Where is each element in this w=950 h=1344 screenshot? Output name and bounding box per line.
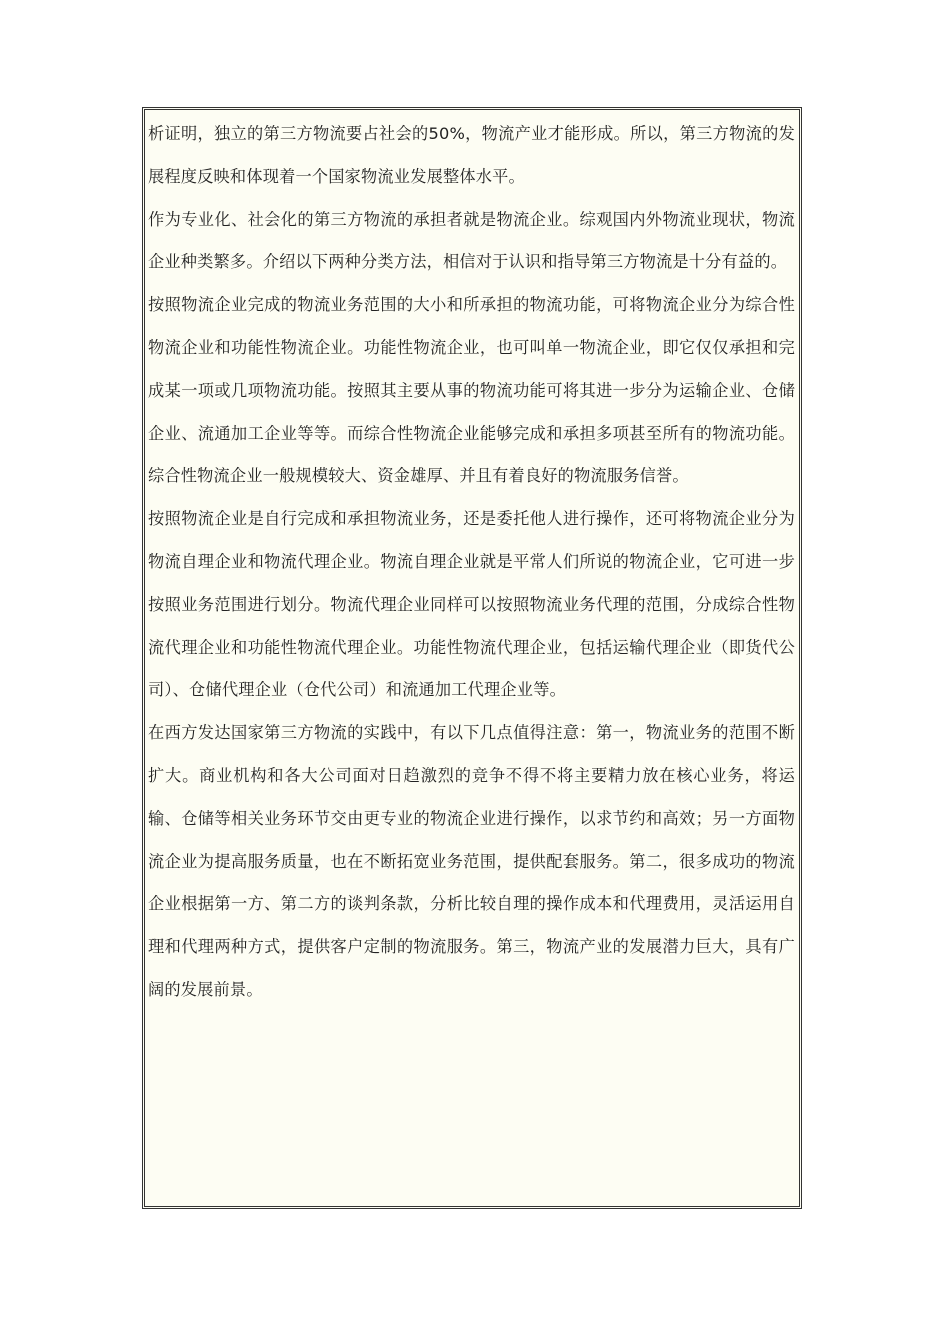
document-text-box <box>142 107 802 1209</box>
paragraph-2: 作为专业化、社会化的第三方物流的承担者就是物流企业。综观国内外物流业现状，物流企业种类繁多。介绍以下两种分类方法，相信对于认识和指导第三方物流是十分有益的。 <box>148 209 795 272</box>
paragraph-4: 按照物流企业是自行完成和承担物流业务，还是委托他人进行操作，还可将物流企业分为物流自理企业和物流代理企业。物流自理企业就是平常人们所说的物流企业，它可进一步按照业务范围进行划分。物流代理企业同样可以按照物流业务代理的范围，分成综合性物流代理企业和功能性物流代理企业。功能性物流代理企业，包括运输代理企业（即货代公司）、仓储代理企业（仓代公司）和流通加工代理企业等。 <box>148 509 795 700</box>
paragraph-5: 在西方发达国家第三方物流的实践中，有以下几点值得注意：第一，物流业务的范围不断扩大。商业机构和各大公司面对日趋激烈的竞争不得不将主要精力放在核心业务，将运输、仓储等相关业务环节交由更专业的物流企业进行操作，以求节约和高效；另一方面物流企业为提高服务质量，也在不断拓宽业务范围，提供配套服务。第二，很多成功的物流企业根据第一方、第二方的谈判条款，分析比较自理的操作成本和代理费用，灵活运用自理和代理两种方式，提供客户定制的物流服务。第三，物流产业的发展潜力巨大，具有广阔的发展前景。 <box>148 723 795 999</box>
paragraph-3: 按照物流企业完成的物流业务范围的大小和所承担的物流功能，可将物流企业分为综合性物流企业和功能性物流企业。功能性物流企业，也可叫单一物流企业，即它仅仅承担和完成某一项或几项物流功能。按照其主要从事的物流功能可将其进一步分为运输企业、仓储企业、流通加工企业等等。而综合性物流企业能够完成和承担多项甚至所有的物流功能。综合性物流企业一般规模较大、资金雄厚、并且有着良好的物流服务信誉。 <box>148 295 795 486</box>
paragraph-1: 析证明，独立的第三方物流要占社会的50%，物流产业才能形成。所以，第三方物流的发展程度反映和体现着一个国家物流业发展整体水平。 <box>148 124 795 186</box>
